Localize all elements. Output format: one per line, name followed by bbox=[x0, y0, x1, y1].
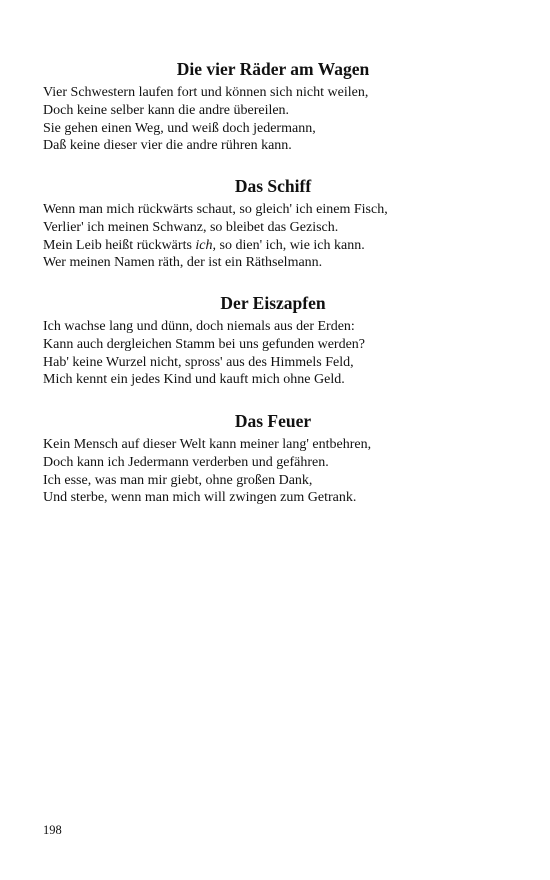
poem-eiszapfen bbox=[43, 292, 503, 389]
poem-line bbox=[43, 454, 503, 472]
line-text: Wenn man mich rückwärts schaut, so gleich' ich einem Fisch, bbox=[43, 202, 388, 217]
poem-line bbox=[43, 318, 503, 336]
line-text: Und sterbe, wenn man mich will zwingen zum Getrank. bbox=[43, 490, 357, 506]
poem-line bbox=[43, 237, 503, 255]
poem-title: Der Eiszapfen bbox=[220, 293, 326, 313]
poem-title: Das Feuer bbox=[234, 411, 312, 431]
line-text: Ich esse, was man mir giebt, ohne großen Dank, bbox=[43, 472, 313, 488]
poem-lines bbox=[43, 201, 503, 272]
poem-schiff bbox=[43, 175, 503, 272]
poem-lines bbox=[43, 318, 503, 389]
poem-line bbox=[43, 336, 503, 354]
line-text: Hab' keine Wurzel nicht, spross' aus des Himmels Feld, bbox=[43, 354, 354, 370]
poem-line bbox=[43, 102, 503, 120]
line-text: Wer meinen Namen räth, der ist ein Räthselmann. bbox=[43, 255, 323, 271]
line-text: Mein Leib heißt rückwärts bbox=[43, 237, 196, 253]
poem-line bbox=[43, 219, 503, 237]
poem-vier-raeder bbox=[43, 58, 503, 155]
poem-line bbox=[43, 254, 503, 272]
line-text-italic: ich, bbox=[195, 237, 217, 253]
poem-line bbox=[43, 84, 503, 102]
poem-line bbox=[43, 137, 503, 155]
poem-feuer bbox=[43, 410, 503, 507]
line-text: Vier Schwestern laufen fort und können sich nicht weilen, bbox=[43, 85, 369, 100]
page-number: 198 bbox=[43, 823, 62, 837]
poem-line bbox=[43, 120, 503, 138]
line-text: Kann auch dergleichen Stamm bei uns gefunden werden? bbox=[43, 336, 366, 352]
poem-title: Die vier Räder am Wagen bbox=[176, 59, 370, 79]
line-text: Verlier' ich meinen Schwanz, so bleibet das Gezisch. bbox=[43, 219, 339, 235]
line-text: so dien' ich, wie ich kann. bbox=[216, 237, 365, 253]
poem-line bbox=[43, 371, 503, 389]
line-text: Sie gehen einen Weg, und weiß doch jedermann, bbox=[43, 120, 316, 136]
line-text: Mich kennt ein jedes Kind und kauft mich ohne Geld. bbox=[43, 372, 345, 388]
poem-title: Das Schiff bbox=[234, 176, 312, 196]
poem-lines bbox=[43, 84, 503, 155]
poem-line bbox=[43, 354, 503, 372]
line-text: Doch keine selber kann die andre übereilen. bbox=[43, 102, 290, 118]
line-text: Kein Mensch auf dieser Welt kann meiner lang' entbehren, bbox=[43, 437, 372, 452]
line-text: Ich wachse lang und dünn, doch niemals aus der Erden: bbox=[43, 319, 355, 334]
line-text: Doch kann ich Jedermann verderben und gefähren. bbox=[43, 454, 329, 470]
poem-lines bbox=[43, 436, 503, 507]
poem-line bbox=[43, 436, 503, 454]
poem-line bbox=[43, 201, 503, 219]
line-text: Daß keine dieser vier die andre rühren kann. bbox=[43, 138, 292, 154]
poem-line bbox=[43, 489, 503, 507]
poem-line bbox=[43, 472, 503, 490]
